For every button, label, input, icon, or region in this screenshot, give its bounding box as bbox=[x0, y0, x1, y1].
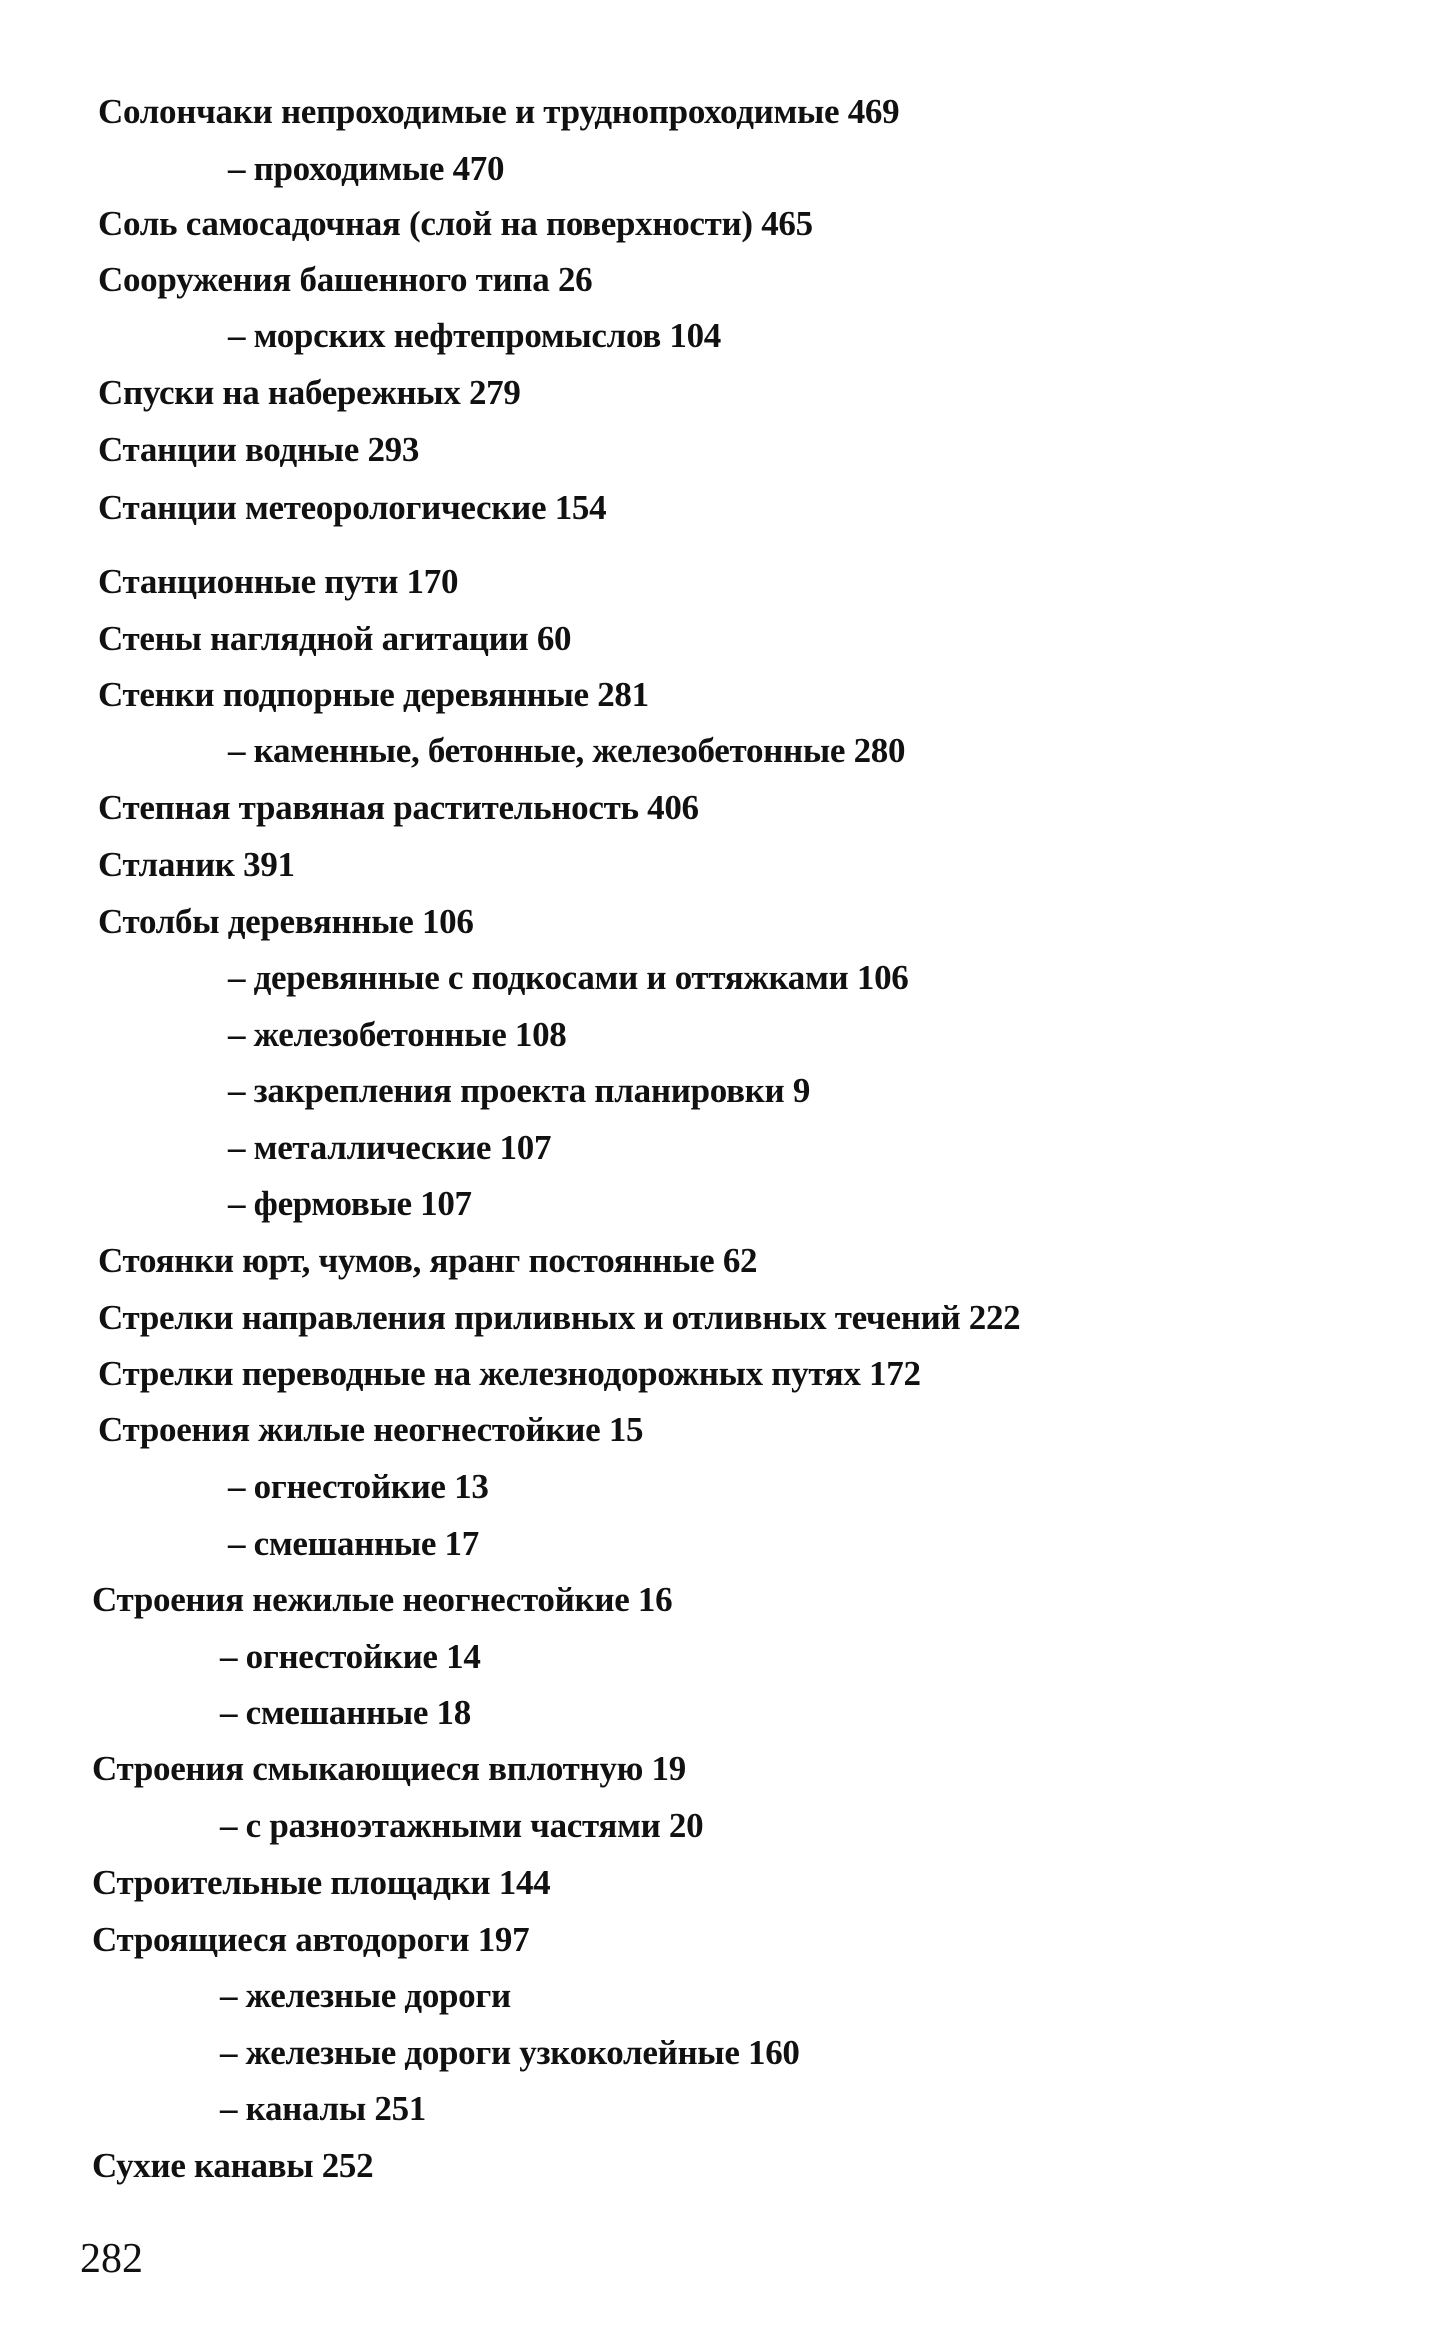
index-entry: Сооружения башенного типа 26 bbox=[98, 260, 593, 299]
index-subentry: – с разноэтажными частями 20 bbox=[220, 1806, 704, 1845]
index-subentry: – железобетонные 108 bbox=[228, 1015, 567, 1054]
index-subentry: – каменные, бетонные, железобетонные 280 bbox=[228, 731, 906, 770]
index-subentry: – деревянные с подкосами и оттяжками 106 bbox=[228, 958, 909, 997]
index-entry: Строения жилые неогнестойкие 15 bbox=[98, 1410, 644, 1449]
index-entry: Строения нежилые неогнестойкие 16 bbox=[92, 1580, 673, 1619]
index-entry: Станционные пути 170 bbox=[98, 562, 459, 601]
page-number: 282 bbox=[80, 2236, 143, 2282]
index-subentry: – каналы 251 bbox=[220, 2089, 426, 2128]
index-subentry: – смешанные 17 bbox=[228, 1524, 479, 1563]
index-entry: Сухие канавы 252 bbox=[92, 2146, 374, 2185]
index-entry: Соль самосадочная (слой на поверхности) 465 bbox=[98, 204, 813, 243]
index-subentry: – металлические 107 bbox=[228, 1128, 552, 1167]
index-entry: Стрелки переводные на железнодорожных путях 172 bbox=[98, 1354, 921, 1393]
index-subentry: – закрепления проекта планировки 9 bbox=[228, 1071, 811, 1110]
index-entry: Столбы деревянные 106 bbox=[98, 902, 474, 941]
index-subentry: – проходимые 470 bbox=[228, 149, 505, 188]
index-subentry: – железные дороги узкоколейные 160 bbox=[220, 2033, 800, 2072]
index-subentry: – фермовые 107 bbox=[228, 1184, 472, 1223]
index-entry: Строения смыкающиеся вплотную 19 bbox=[92, 1749, 686, 1788]
index-subentry: – смешанные 18 bbox=[220, 1693, 471, 1732]
index-subentry: – огнестойкие 13 bbox=[228, 1467, 489, 1506]
index-entry: Спуски на набережных 279 bbox=[98, 373, 521, 412]
index-entry: Стены наглядной агитации 60 bbox=[98, 619, 572, 658]
index-entry: Строящиеся автодороги 197 bbox=[92, 1920, 530, 1959]
index-subentry: – огнестойкие 14 bbox=[220, 1637, 481, 1676]
index-entry: Стрелки направления приливных и отливных течений 222 bbox=[98, 1298, 1021, 1337]
index-entry: Стланик 391 bbox=[98, 845, 295, 884]
index-entry: Станции метеорологические 154 bbox=[98, 488, 607, 527]
index-entry: Стоянки юрт, чумов, яранг постоянные 62 bbox=[98, 1241, 758, 1280]
index-entry: Солончаки непроходимые и труднопроходимые 469 bbox=[98, 92, 900, 131]
index-entry: Степная травяная растительность 406 bbox=[98, 788, 699, 827]
index-entry: Стенки подпорные деревянные 281 bbox=[98, 675, 649, 714]
index-subentry: – железные дороги bbox=[220, 1976, 511, 2015]
index-subentry: – морских нефтепромыслов 104 bbox=[228, 316, 721, 355]
index-entry: Строительные площадки 144 bbox=[92, 1863, 551, 1902]
index-entry: Станции водные 293 bbox=[98, 430, 420, 469]
